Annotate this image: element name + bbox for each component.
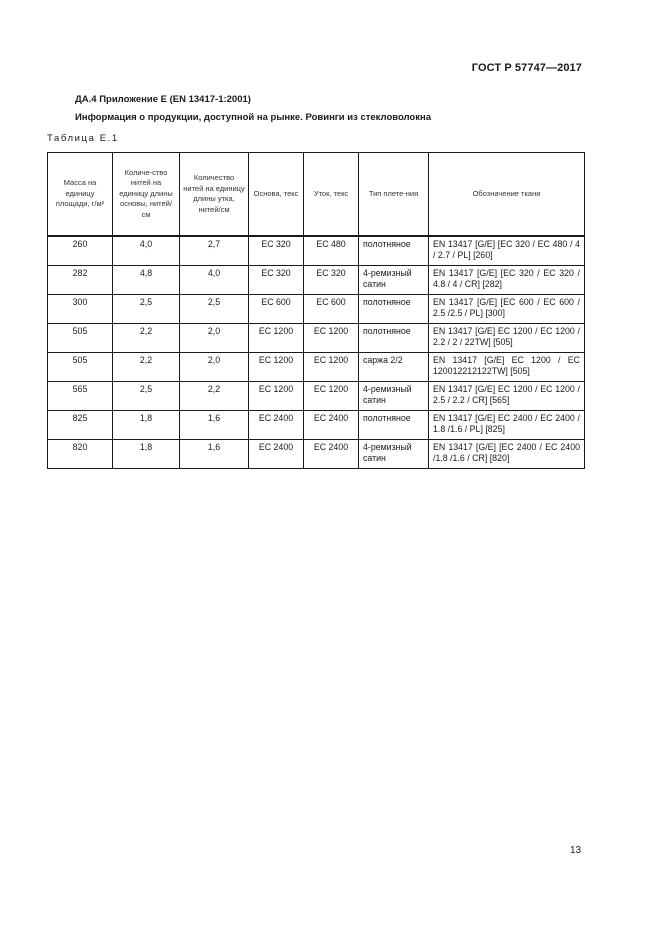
cell-warp-tex: EC 600: [249, 295, 304, 324]
cell-mass: 820: [48, 440, 113, 469]
cell-weave-type: полотняное: [359, 236, 429, 266]
header-designation: Обозначение ткани: [429, 153, 585, 237]
cell-warp-tex: EC 1200: [249, 382, 304, 411]
cell-warp-count: 2,2: [113, 324, 180, 353]
cell-warp-count: 1,8: [113, 411, 180, 440]
header-weft-tex: Уток, текс: [304, 153, 359, 237]
cell-mass: 565: [48, 382, 113, 411]
cell-weave-type: саржа 2/2: [359, 353, 429, 382]
page-number: 13: [570, 845, 582, 856]
cell-designation: EN 13417 [G/E] [EC 320 / EC 480 / 4 / 2.7 / PL] [260]: [429, 236, 585, 266]
cell-weft-tex: EC 2400: [304, 440, 359, 469]
cell-warp-count: 4,0: [113, 236, 180, 266]
cell-warp-tex: EC 1200: [249, 353, 304, 382]
cell-designation: EN 13417 [G/E] EC 1200 / EC 120012212122TW] [505]: [429, 353, 585, 382]
cell-weft-count: 1,6: [180, 440, 249, 469]
table-row: [48, 236, 585, 266]
cell-weave-type: полотняное: [359, 324, 429, 353]
cell-warp-count: 2,5: [113, 295, 180, 324]
table-row: [48, 353, 585, 382]
cell-warp-count: 4,8: [113, 266, 180, 295]
cell-weave-type: 4-ремизный сатин: [359, 266, 429, 295]
cell-designation: EN 13417 [G/E] EC 1200 / EC 1200 / 2.2 / 2 / 22TW] [505]: [429, 324, 585, 353]
table-row: [48, 382, 585, 411]
table-row: [48, 440, 585, 469]
cell-designation: EN 13417 [G/E] EC 2400 / EC 2400 / 1.8 /1.6 / PL] [825]: [429, 411, 585, 440]
cell-mass: 260: [48, 236, 113, 266]
document-code: ГОСТ Р 57747—2017: [471, 62, 582, 74]
header-warp-tex: Основа, текс: [249, 153, 304, 237]
cell-designation: EN 13417 [G/E] [EC 600 / EC 600 / 2.5 /2.5 / PL] [300]: [429, 295, 585, 324]
cell-weft-count: 2,0: [180, 324, 249, 353]
table-row: [48, 266, 585, 295]
cell-mass: 282: [48, 266, 113, 295]
cell-weft-count: 1,6: [180, 411, 249, 440]
table-row: [48, 411, 585, 440]
cell-weft-count: 2,0: [180, 353, 249, 382]
cell-designation: EN 13417 [G/E] [EC 2400 / EC 2400 /1.8 /1.6 / CR] [820]: [429, 440, 585, 469]
cell-weft-tex: EC 480: [304, 236, 359, 266]
cell-weft-tex: EC 1200: [304, 324, 359, 353]
header-mass: Масса на единицу площади, г/м²: [48, 153, 113, 237]
header-weave-type: Тип плете-ния: [359, 153, 429, 237]
table-caption: Таблица Е.1: [47, 133, 119, 144]
cell-weave-type: 4-ремизный сатин: [359, 382, 429, 411]
cell-warp-tex: EC 320: [249, 236, 304, 266]
cell-warp-tex: EC 2400: [249, 411, 304, 440]
header-warp-count: Количе-ство нитей на единицу длины основы, нитей/см: [113, 153, 180, 237]
cell-weft-tex: EC 600: [304, 295, 359, 324]
cell-weave-type: 4-ремизный сатин: [359, 440, 429, 469]
cell-weave-type: полотняное: [359, 411, 429, 440]
fabric-table: [47, 152, 585, 469]
cell-weft-count: 2,5: [180, 295, 249, 324]
cell-weft-count: 2,2: [180, 382, 249, 411]
cell-weave-type: полотняное: [359, 295, 429, 324]
cell-weft-count: 2,7: [180, 236, 249, 266]
cell-warp-count: 2,2: [113, 353, 180, 382]
cell-weft-tex: EC 2400: [304, 411, 359, 440]
cell-warp-tex: EC 320: [249, 266, 304, 295]
cell-warp-tex: EC 2400: [249, 440, 304, 469]
cell-warp-count: 1,8: [113, 440, 180, 469]
cell-mass: 825: [48, 411, 113, 440]
section-subtitle: Информация о продукции, доступной на рынке. Ровинги из стекловолокна: [75, 112, 432, 123]
table-row: [48, 324, 585, 353]
cell-mass: 505: [48, 353, 113, 382]
section-title: ДА.4 Приложение Е (EN 13417-1:2001): [75, 94, 251, 105]
table-row: [48, 295, 585, 324]
header-weft-count: Количество нитей на единицу длины утка, нитей/см: [180, 153, 249, 237]
table-header-row: [48, 153, 585, 237]
cell-weft-tex: EC 1200: [304, 382, 359, 411]
cell-designation: EN 13417 [G/E] EC 1200 / EC 1200 / 2.5 / 2.2 / CR] [565]: [429, 382, 585, 411]
cell-warp-tex: EC 1200: [249, 324, 304, 353]
cell-designation: EN 13417 [G/E] [EC 320 / EC 320 / 4.8 / 4 / CR] [282]: [429, 266, 585, 295]
cell-weft-tex: EC 320: [304, 266, 359, 295]
cell-warp-count: 2,5: [113, 382, 180, 411]
cell-weft-count: 4,0: [180, 266, 249, 295]
cell-weft-tex: EC 1200: [304, 353, 359, 382]
cell-mass: 300: [48, 295, 113, 324]
cell-mass: 505: [48, 324, 113, 353]
